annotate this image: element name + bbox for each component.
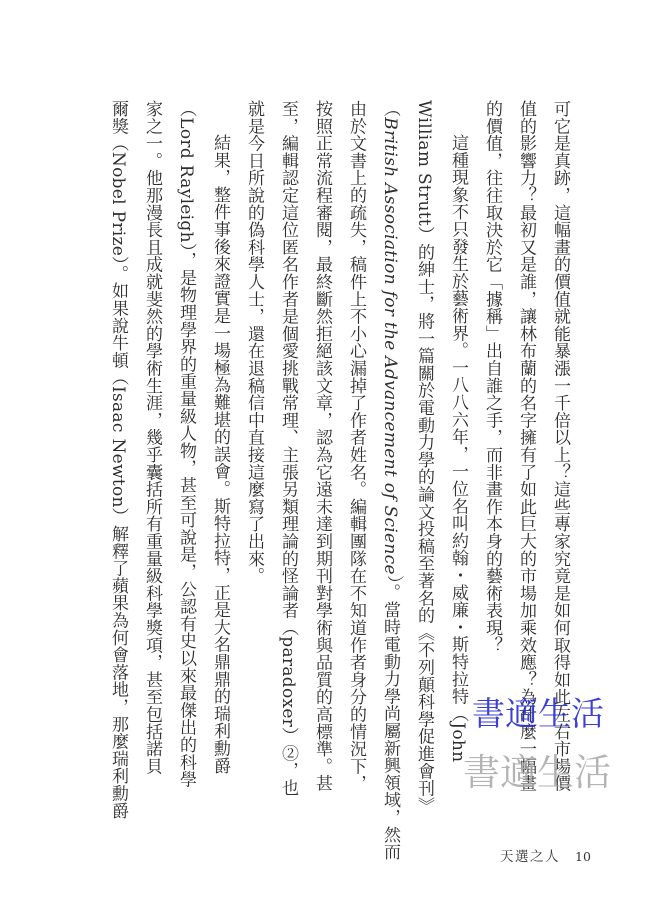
text-column-13: 家之一。他那漫長且成就斐然的學術生涯，幾乎囊括所有重量級科學獎項，甚至包括諾貝 xyxy=(142,100,162,775)
text-column-03: 的價值，往往取決於它「據稱」出自誰之手，而非畫作本身的藝術表現？ xyxy=(482,100,502,654)
text-column-02: 值的影響力？最初又是誰，讓林布蘭的名字擁有了如此巨大的市場加乘效應？為什麼一幅畫 xyxy=(516,100,536,792)
text-column-12: （Lord Rayleigh），是物理學界的重量級人物，甚至可說是，公認有史以來最傑出的科學 xyxy=(176,100,196,788)
text-column-07: 由於文書上的疏失，稿件上不小心漏掉了作者姓名。編輯團隊在不知道作者身分的情況下， xyxy=(346,100,366,792)
text-column-10: 就是今日所說的偽科學人士，還在退稿信中直接這麼寫了出來。 xyxy=(244,100,264,585)
text-column-04: 這種現象不只發生於藝術界。一八八六年，一位名叫約翰・威廉・斯特拉特（John xyxy=(448,134,468,763)
text-column-09: 至，編輯認定這位匿名作者是個愛挑戰常理、主張另類理論的怪論者（paradoxer）②，也 xyxy=(278,100,298,797)
watermark-gray: 書適生活 xyxy=(463,751,611,794)
text-column-11: 結果，整件事後來證實是一場極為難堪的誤會。斯特拉特，正是大名鼎鼎的瑞利勳爵 xyxy=(210,134,230,775)
watermark-blue: 書適生活 xyxy=(472,694,604,733)
text-column-06 xyxy=(373,100,407,861)
text-column-06-rest: 。當時電動力學尚屬新興領域，然而 xyxy=(380,583,400,861)
text-column-08: 按照正常流程審閱，最終斷然拒絕該文章，認為它遠未達到期刊對學術與品質的高標準。甚 xyxy=(312,100,332,792)
journal-name-latin: （British Association for the Advancement of Science） xyxy=(380,100,400,584)
text-column-01: 可它是真跡，這幅畫的價值就能暴漲一千倍以上？這些專家究竟是如何取得如此左右市場價 xyxy=(550,100,570,792)
page-number: 10 xyxy=(575,849,591,864)
running-title: 天選之人 xyxy=(500,849,560,865)
page-footer xyxy=(500,845,591,865)
text-column-14: 爾獎（Nobel Prize）。如果說牛頓（Isaac Newton）解釋了蘋果為何會落地，那麼瑞利勳爵 xyxy=(108,100,128,820)
text-column-05: William Strutt）的紳士，將一篇關於電動力學的論文投稿至著名的《不列顛科學促進會刊》 xyxy=(414,100,434,815)
